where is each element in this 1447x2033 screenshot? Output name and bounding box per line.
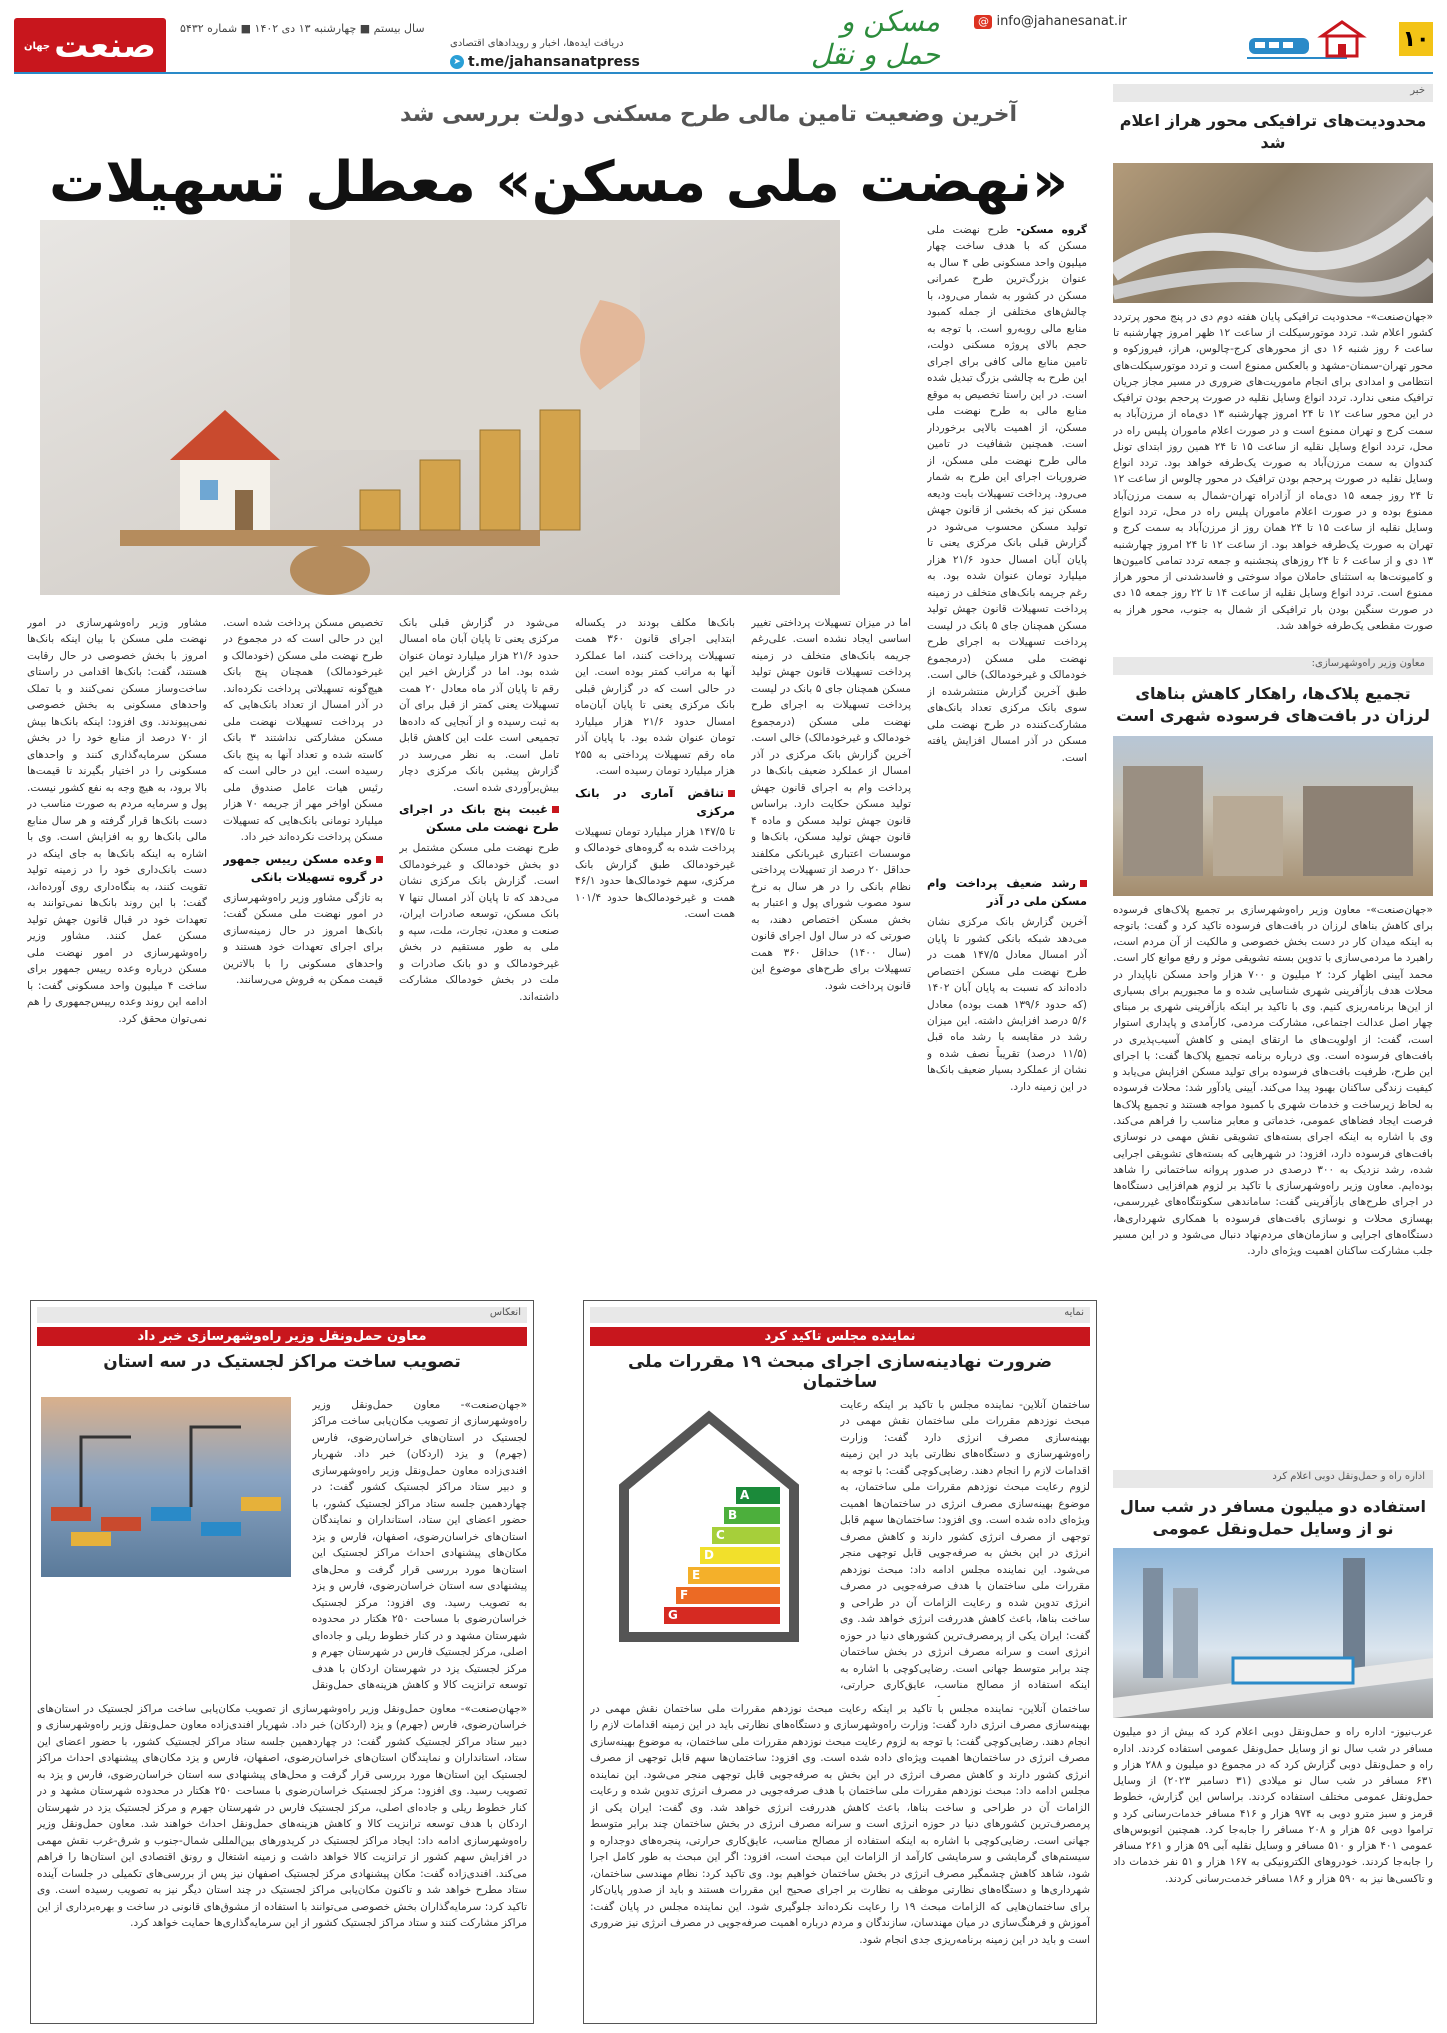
energy-bar-b: B <box>724 1507 780 1524</box>
metro-photo <box>1113 1548 1433 1718</box>
box-logistics-article <box>30 1300 534 2024</box>
main-col-3-text: بانک‌ها مکلف بودند در یکساله ابتدایی اجرای قانون ۳۶۰ همت تسهیلات پرداخت کنند، اما عملکرد آنها به مراتب کمتر بوده است. این در حالی است که در گزارش قبلی بانک مرکزی یعنی تا پایان آبان‌ماه امسال حدود ۲۱/۶ هزار میلیارد تومان عنوان شده بود. با پایان آذر ماه رقم تسهیلات پرداختی به ۲۵۵ هزار میلیارد تومان رسیده است. <box>575 617 735 778</box>
main-col-5b-text: به تازگی مشاور وزیر راه‌وشهرسازی در امور نهضت ملی مسکن گفت: بانک‌ها امروز در حال زمینه‌سازی برای اجرای تعهدات خود هستند و واحدهای مسکونی را با بالاترین قیمت ممکن به فروش می‌رسانند. <box>223 891 383 987</box>
brand-text: صنعت <box>54 26 157 66</box>
container-port-photo <box>41 1397 291 1577</box>
lead-name: گروه مسکن- <box>1008 224 1087 236</box>
telegram-link[interactable] <box>450 54 640 70</box>
subhead-2: تناقض آماری در بانک مرکزی <box>575 784 735 820</box>
box-energy-body-bottom <box>590 1701 1090 2001</box>
main-col-2-text: اما در میزان تسهیلات پرداختی تغییر اساسی ایجاد نشده است. علی‌رغم جریمه بانک‌های متخلف در زمینه پرداخت تسهیلات قانون جهش تولید مسکن همچنان جای ۵ بانک در لیست پرداخت تسهیلات به اجرای طرح نهضت ملی مسکن (درمجموع خودمالک و غیرخودمالک) خالی است. آخرین گزارش بانک مرکزی در آذر امسال از عملکرد ضعیف بانک‌ها در پرداخت وام به اجرای قانون جهش تولید مسکن حکایت دارد. براساس قانون جهش تولید مسکن و ماده ۴ قانون جهش تولید مسکن، بانک‌ها و موسسات اعتباری غیربانکی مکلفند حداقل ۲۰ درصد از تسهیلات پرداختی نظام بانکی را در هر سال به نرخ سود مصوب شورای پول و اعتبار به بخش مسکن اختصاص دهند، به صورتی که در سال اول اجرای قانون (سال ۱۴۰۰) حداقل ۳۶۰ همت تسهیلات برای طرح‌های موضوع این قانون پرداخت شود. <box>751 617 911 992</box>
box-energy-title: ضرورت نهادینه‌سازی اجرای مبحث ۱۹ مقررات ملی ساختمان <box>627 1352 1052 1392</box>
box-logistics-body-top <box>312 1397 527 1697</box>
box-energy-kicker: نماینده مجلس تاکید کرد <box>590 1327 1090 1346</box>
main-col-1b-text: آخرین گزارش بانک مرکزی نشان می‌دهد شبکه بانکی کشور تا پایان آذر امسال معادل ۱۴۷/۵ همت در طرح نهضت ملی مسکن اختصاص داده‌اند که نسبت به پایان آبان ۱۴۰۲ (که حدود ۱۳۹/۶ همت بوده) معادل ۵/۶ درصد افزایش داشته. این میزان رشد در مقایسه با رشد ماه قبل (۱۱/۵ درصد) تقریباً نصف شده و نشان از عملکرد بسیار ضعیف بانک‌ها در این زمینه دارد. <box>927 916 1087 1093</box>
side-news-1-title: محدودیت‌های ترافیکی محور هراز اعلام شد <box>1119 111 1427 153</box>
energy-bar-a: A <box>736 1487 780 1504</box>
energy-bar-f: F <box>676 1587 780 1604</box>
section-logo: مسکن و حمل و نقل <box>810 5 940 71</box>
main-col-3 <box>575 615 735 1285</box>
main-col-2 <box>751 615 911 1285</box>
energy-bar-g: G <box>664 1607 780 1624</box>
box-logistics-title: تصویب ساخت مراکز لجستیک در سه استان <box>103 1352 461 1372</box>
email-address[interactable] <box>974 14 1127 29</box>
main-col-6-text: مشاور وزیر راه‌وشهرسازی در امور نهضت ملی مسکن با بیان اینکه بانک‌ها امروز با بخش خصوصی در حال رقابت هستند، گفت: بانک‌ها اقدامی در راستای ساخت‌وساز مسکن نمی‌کنند و با تملک واحدهای مسکونی به بخش خصوصی نمی‌پیوندند. وی افزود: اینکه بانک‌ها بیش از ۷۰ درصد از منابع خود را در بخش مسکن سرمایه‌گذاری کنند و واحدهای مسکونی را در اختیار بگیرند تا قیمت‌ها بالا برود، به هیچ وجه به نفع کشور نیست. پول و سرمایه مردم به صورت مناسب در دست بانک‌ها قرار گرفته و هر سال منابع مالی بانک‌ها رو به افزایش است. وی با اشاره به اینکه بانک‌ها به جای اینکه در دست بانک‌داری خود را در زمینه تولید تقویت کنند، به بنگاه‌داری روی آورده‌اند، گفت: با این روند بانک‌ها نمی‌توانند به تعهدات خود در قبال قانون جهش تولید مسکن عمل کنند. مشاور وزیر راه‌وشهرسازی در امور نهضت ملی مسکن درباره وعده رییس جمهور برای ساخت ۴ میلیون واحد مسکونی گفت: با ادامه این روند وعده رییس‌جمهوری را هم نمی‌توان محقق کرد. <box>27 617 207 1025</box>
main-col-6 <box>27 615 207 1285</box>
subhead-4: وعده مسکن رییس جمهور در گروه تسهیلات بانکی <box>223 850 383 886</box>
main-col-5-text: تخصیص مسکن پرداخت شده است. این در حالی است که در مجموع در طرح نهضت ملی مسکن (خودمالک و غیرخودمالک) همچنان پنج بانک هیچ‌گونه تسهیلاتی پرداخت نکرده‌اند. در آذر امسال از تعداد بانک‌هایی که در پرداخت تسهیلات نهضت ملی مسکن مشارکتی نداشتند ۳ بانک کاسته شده و تعداد آنها به پنج بانک رسیده است. این در حالی است که رئیس هیات عامل صندوق ملی مسکن اواخر مهر از جریمه ۷۰ هزار میلیارد تومانی بانک‌هایی که تسهیلات مسکن پرداخت نکرده‌اند خبر داد. <box>223 617 383 844</box>
side-news-3-kicker: اداره راه و حمل‌ونقل دوبی اعلام کرد <box>1113 1470 1433 1488</box>
box-energy-body-text: ساختمان آنلاین- نماینده مجلس با تاکید بر اینکه رعایت مبحث نوزدهم مقررات ملی ساختمان نقش مهمی در بهینه‌سازی مصرف انرژی دارد گفت: وزارت راه‌وشهرسازی و دستگاه‌های نظارتی باید در این زمینه اقدامات لازم را انجام دهند. رضایی‌کوچی گفت: با توجه به لزوم رعایت مبحث نوزدهم مقررات ملی ساختمان، به موضوع بهینه‌سازی مصرف انرژی در ساختمان‌ها اهمیت ویژه‌ای داده شده است. وی افزود: ساختمان‌ها سهم قابل توجهی از مصرف انرژی کشور دارند و کاهش مصرف انرژی در این بخش به صرفه‌جویی قابل توجهی منجر می‌شود. این نماینده مجلس ادامه داد: مبحث نوزدهم مقررات ملی ساختمان با هدف صرفه‌جویی در مصرف انرژی تدوین شده و رعایت الزامات آن در طراحی و ساخت بناها، باعث کاهش هدررفت انرژی خواهد شد. وی گفت: ایران یکی از پرمصرف‌ترین کشورهای دنیا در حوزه انرژی است و سرانه مصرف انرژی در بخش ساختمان چند برابر متوسط جهانی است. رضایی‌کوچی با اشاره به اینکه استفاده از مصالح مناسب، عایق‌کاری حرارتی، <box>840 1399 1090 1692</box>
email-icon: @ <box>974 15 992 29</box>
main-col-1 <box>927 222 1087 862</box>
box-logistics-kicker: معاون حمل‌ونقل وزیر راه‌وشهرسازی خبر داد <box>37 1327 527 1346</box>
main-col-4-text: می‌شود در گزارش قبلی بانک مرکزی یعنی تا پایان آبان ماه امسال حدود ۲۱/۶ هزار میلیارد تومان عنوان شده بود. اما در گزارش اخیر این رقم تا پایان آذر ماه معادل ۲۰ همت تسهیلات یعنی کمتر از قبل برای آن به ثبت رسیده و از آنجایی که داده‌ها تجمیعی است علت این کاهش قابل تامل است. به نظر می‌رسد در گزارش پیشین بانک مرکزی دچار بیش‌برآوردی شده است. <box>399 617 559 794</box>
header-divider <box>14 72 1433 74</box>
box-energy-article <box>583 1300 1097 2024</box>
side-news-2-title: تجمیع پلاک‌ها، راهکار کاهش بناهای لرزان در بافت‌های فرسوده شهری است <box>1116 683 1430 726</box>
side-news-2-kicker: معاون وزیر راه‌وشهرسازی: <box>1113 657 1433 675</box>
side-news-1-kicker: خبر <box>1113 84 1433 102</box>
subhead-3: غیبت پنج بانک در اجرای طرح نهضت ملی مسکن <box>399 800 559 836</box>
main-col-4 <box>399 615 559 1285</box>
box-energy-label: نمایه <box>590 1307 1090 1323</box>
side-news-1-body: «جهان‌صنعت»- محدودیت ترافیکی پایان هفته دوم دی در پنج محور پرتردد کشور اعلام شد. تردد موتورسیکلت از ساعت ۱۲ ظهر امروز چهارشنبه تا ساعت ۶ روز شنبه ۱۶ دی از محورهای کرج-چالوس، هراز، فیروزکوه و محور تهران-سمنان-مشهد و بالعکس ممنوع است و تردد موتورسیکلت‌های انتظامی و امدادی برای انجام ماموریت‌های ضروری در مسیر مجاز جریان ترافیک منعی ندارد. تردد انواع وسایل نقلیه در صورت پرحجم بودن ترافیک در این محور ساعت ۱۲ تا ۲۴ امروز چهارشنبه ۱۳ دی‌ماه از مرزن‌آباد به سمت کرج و تهران ممنوع است و در صورت اعلام ماموران پلیس راه در محل، تردد انواع وسایل نقلیه از ساعت ۱۵ تا ۲۴ همین روز ابتدای تونل کندوان به سمت مرزن‌آباد به صورت یک‌طرفه خواهد بود. تردد انواع وسایل نقلیه در صورت پرحجم بودن ترافیک در محور چالوس از ساعت ۱۲ تا ۲۴ روز جمعه ۱۵ دی‌ماه از آزادراه تهران-شمال به سمت مرزن‌آباد ممنوع بوده و در صورت اعلام ماموران پلیس راه در محل، تردد انواع وسایل نقلیه از ساعت ۱۵ تا ۲۴ همان روز از مرزن‌آباد به سمت کرج و تهران به صورت یک‌طرفه خواهد بود. از ساعت ۱۲ تا ۲۴ امروز چهارشنبه ۱۳ دی و از ساعت ۶ تا ۲۴ روزهای پنجشنبه و جمعه تردد تمامی کامیون‌ها و کامیونت‌ها به استثنای حاملان مواد سوختی و فاسدشدنی از محور هراز ممنوع است. تردد انواع وسایل نقلیه از ساعت ۱۴ تا ۲۲ روز جمعه ۱۵ دی در صورت سنگین بودن بار ترافیکی از شمال به جنوب، محور هراز به صورت مقطعی یک‌طرفه خواهد شد. <box>1113 310 1433 632</box>
house-coins-photo <box>40 220 840 595</box>
energy-bar-d: D <box>700 1547 780 1564</box>
sidebar-column <box>1113 84 1433 2019</box>
main-title: «نهضت ملی مسکن» معطل تسهیلات <box>48 150 1069 215</box>
telegram-text: t.me/jahansanatpress <box>468 54 640 70</box>
brand-logo <box>14 18 166 74</box>
brand-small: جهان <box>23 40 51 52</box>
box-energy-body-text-2: ساختمان آنلاین- نماینده مجلس با تاکید بر اینکه رعایت مبحث نوزدهم مقررات ملی ساختمان نقش مهمی در بهینه‌سازی مصرف انرژی دارد گفت: وزارت راه‌وشهرسازی و دستگاه‌های نظارتی باید در این زمینه اقدامات لازم را انجام دهند. رضایی‌کوچی گفت: با توجه به لزوم رعایت مبحث نوزدهم مقررات ملی ساختمان، به موضوع بهینه‌سازی مصرف انرژی در ساختمان‌ها اهمیت ویژه‌ای داده شده است. وی افزود: ساختمان‌ها سهم قابل توجهی از مصرف انرژی کشور دارند و کاهش مصرف انرژی در این بخش به صرفه‌جویی قابل توجهی منجر می‌شود. این نماینده مجلس ادامه داد: مبحث نوزدهم مقررات ملی ساختمان با هدف صرفه‌جویی در مصرف انرژی تدوین شده و رعایت الزامات آن در طراحی و ساخت بناها، باعث کاهش هدررفت انرژی خواهد شد. وی گفت: ایران یکی از پرمصرف‌ترین کشورهای دنیا در حوزه انرژی است و سرانه مصرف انرژی در بخش ساختمان چند برابر متوسط جهانی است. رضایی‌کوچی با اشاره به اینکه استفاده از مصالح مناسب، عایق‌کاری حرارتی، پنجره‌های دوجداره و سیستم‌های گرمایشی و سرمایشی کارآمد از الزامات این مبحث است، افزود: اگر این مبحث به طور کامل اجرا شود، شاهد کاهش چشمگیر مصرف انرژی در بخش ساختمان خواهیم بود. وی تاکید کرد: نظام مهندسی ساختمان، شهرداری‌ها و دستگاه‌های نظارتی موظف به نظارت بر اجرای صحیح این مقررات هستند و باید از صدور پایان‌کار برای ساختمان‌هایی که الزامات مبحث ۱۹ را رعایت نکرده‌اند جلوگیری شود. این نماینده مجلس در پایان گفت: آموزش و فرهنگ‌سازی در میان مهندسان، سازندگان و مردم درباره اهمیت صرفه‌جویی در مصرف انرژی نیز ضروری است و باید در این زمینه برنامه‌ریزی جدی انجام شود. <box>590 1703 1090 1946</box>
box-logistics-label: انعکاس <box>37 1307 527 1323</box>
energy-bar-c: C <box>712 1527 780 1544</box>
energy-label-graphic <box>604 1397 814 1657</box>
house-train-icon <box>1247 20 1387 64</box>
page-number: ۱۰ <box>1399 22 1433 56</box>
side-news-2-body: «جهان‌صنعت»- معاون وزیر راه‌وشهرسازی بر تجمیع پلاک‌های فرسوده برای کاهش بناهای لرزان در بافت‌های فرسوده تاکید کرد و گفت: باتوجه به اینکه میدان کار در دست بخش خصوصی و مالکیت از آن مردم است، راهبرد ما مردمی‌سازی با تدوین بسته تشویقی موثر و رفع موانع کار است. محمد آیینی اظهار کرد: ۲ میلیون و ۷۰۰ هزار واحد مسکن ناپایدار در محلات هدف بازآفرینی شهری شناسایی شده و ما مجبوریم برای بسیاری از این‌ها برنامه‌ریزی کنیم. وی با تاکید بر اینکه بازآفرینی شهری بر مبنای چهار اصل عدالت اجتماعی، مشارکت مردمی، کارآمدی و پایداری استوار است، گفت: از اولویت‌های ما ارتقای ایمنی و کاهش آسیب‌پذیری در بافت‌های فرسوده است. وی درباره برنامه تجمیع پلاک‌ها گفت: با اجرای این طرح، ظرفیت بافت‌های فرسوده برای تولید مسکن افزایش می‌یابد و کیفیت زندگی ساکنان بهبود پیدا می‌کند. آیینی یادآور شد: محلات فرسوده به لحاظ زیرساخت و خدمات شهری با کمبود مواجه هستند و تجمیع پلاک‌ها فرصت ایجاد فضاهای عمومی، خدماتی و معابر مناسب را فراهم می‌کند. وی با اشاره به اینکه اجرای بسته‌های تشویقی نقش مهمی در نوسازی بافت‌های فرسوده دارد، افزود: در شهرهایی که بسته‌های تشویقی اجرایی شده، رشد نزدیک به ۳۰۰ درصدی در صدور پروانه ساختمانی را شاهد بوده‌ایم. معاون وزیر راه‌وشهرسازی با تاکید بر لزوم هم‌افزایی دستگاه‌ها در اجرای طرح‌های بازآفرینی گفت: ساماندهی سکونتگاه‌های غیررسمی، بهسازی محلات و نوسازی بافت‌های فرسوده با همکاری شهرداری‌ها، دستگاه‌های اجرایی و سازمان‌های مردم‌نهاد دنبال می‌شود و در این مسیر جلب مشارکت ساکنان اهمیت ویژه‌ای دارد. <box>1113 903 1433 1258</box>
side-news-3-title: استفاده دو میلیون مسافر در شب سال نو از وسایل حمل‌ونقل عمومی <box>1119 1496 1427 1538</box>
energy-bar-e: E <box>688 1567 780 1584</box>
box-logistics-body-text-2: «جهان‌صنعت»- معاون حمل‌ونقل وزیر راه‌وشهرسازی از تصویب مکان‌یابی ساخت مراکز لجستیک در استان‌های خراسان‌رضوی، فارس (جهرم) و یزد (اردکان) خبر داد. شهریار افندی‌زاده معاون حمل‌ونقل وزیر راه‌وشهرسازی و دبیر ستاد مراکز لجستیک کشور گفت: در چهاردهمین جلسه ستاد مراکز لجستیک کشور، با حضور اعضای این ستاد، استانداران و نمایندگان استان‌های خراسان‌رضوی، اصفهان، فارس و یزد مکان‌های پیشنهادی احداث مراکز لجستیک این استان‌ها مورد بررسی قرار گرفت و محل‌های پیشنهادی سه استان خراسان‌رضوی، فارس و یزد به تصویب رسید. وی افزود: مرکز لجستیک خراسان‌رضوی با مساحت ۲۵۰ هکتار در محدوده شهرستان مشهد و در کنار خطوط ریلی و جاده‌ای اصلی، مرکز لجستیک فارس در شهرستان جهرم و مرکز لجستیک یزد در شهرستان اردکان با هدف توسعه ترانزیت کالا و کاهش هزینه‌های حمل‌ونقل احداث خواهند شد. معاون حمل‌ونقل وزیر راه‌وشهرسازی ادامه داد: ایجاد مراکز لجستیک در کریدورهای بین‌المللی شمال-جنوب و شرق-غرب نقش مهمی در افزایش سهم کشور از ترانزیت کالا خواهد داشت و زمینه اشتغال و رونق اقتصادی این استان‌ها را فراهم می‌کند. افندی‌زاده گفت: مکان پیشنهادی مرکز لجستیک اصفهان نیز پس از بررسی‌های تکمیلی در جلسات آینده ستاد مطرح خواهد شد و تاکنون مکان‌یابی مراکز لجستیک در چند استان دیگر نیز به تصویب رسیده است. وی تاکید کرد: سرمایه‌گذاران بخش خصوصی می‌توانند با استفاده از مشوق‌های قانونی در ساخت و بهره‌برداری از این مراکز مشارکت کنند و ستاد مراکز لجستیک کشور از این سرمایه‌گذاری‌ها حمایت خواهد کرد. <box>37 1703 527 1930</box>
old-buildings-photo <box>1113 736 1433 896</box>
main-col-3b-text: تا ۱۴۷/۵ هزار میلیارد تومان تسهیلات پرداخت شده به گروه‌های خودمالک و غیرخودمالک طبق گزارش بانک مرکزی، سهم خودمالک‌ها حدود ۴۶/۱ همت و غیرخودمالک‌ها حدود ۱۰۱/۴ همت است. <box>575 825 735 921</box>
side-news-3-body: عرب‌نیوز- اداره راه و حمل‌ونقل دوبی اعلام کرد که بیش از دو میلیون مسافر در شب سال نو از وسایل حمل‌ونقل عمومی استفاده کردند. اداره راه و حمل‌ونقل دوبی گزارش کرد که در مجموع دو میلیون و ۲۸۸ هزار و ۶۳۱ مسافر در شب سال نو میلادی (۳۱ دسامبر ۲۰۲۳) از وسایل حمل‌ونقل عمومی مختلف استفاده کردند. براساس این گزارش، خطوط قرمز و سبز مترو دوبی به ۹۷۴ هزار و ۴۱۶ مسافر خدمات‌رسانی کرد و تراموا دوبی ۵۶ هزار و ۲۰۸ مسافر را جابه‌جا کرد. همچنین اتوبوس‌های عمومی ۴۰۱ هزار و ۵۱۰ مسافر و وسایل نقلیه آبی ۵۹ هزار و ۲۶۱ مسافر را جابه‌جا کردند. خودروهای الکترونیکی به ۱۶۷ هزار و ۵۱ نفر خدمات داد و تاکسی‌ها نیز به ۵۹۰ هزار و ۱۸۶ مسافر خدمت‌رسانی کردند. <box>1113 1726 1433 1885</box>
box-logistics-body-bottom <box>37 1701 527 2001</box>
main-col-1-text: طرح نهضت ملی مسکن که با هدف ساخت چهار میلیون واحد مسکونی طی ۴ سال به عنوان بزرگ‌ترین طرح عمرانی مسکن در کشور به شمار می‌رود، با چالش‌های مختلفی از جمله کمبود منابع مالی روبه‌رو است. با توجه به حجم بالای پروژه مسکنی دولت، تامین منابع مالی کافی برای اجرای این طرح به چالشی بزرگ تبدیل شده است. در این راستا تخصیص به موقع منابع مالی به طرح نهضت ملی مسکن، از اهمیت بالایی برخوردار است. همچنین شفافیت در تامین مالی طرح نهضت ملی مسکن، از ضروریات اجرای این طرح به شمار می‌رود. پرداخت تسهیلات بابت ودیعه مسکن نیز که بخشی از قانون جهش تولید مسکن محسوب می‌شود در گزارش قبلی بانک مرکزی یعنی تا پایان آبان امسال حدود ۲۱/۶ هزار میلیارد تومان عنوان شده بود. به رغم جریمه بانک‌های متخلف در زمینه پرداخت تسهیلات قانون جهش تولید مسکن همچنان جای ۵ بانک در لیست پرداخت تسهیلات به اجرای طرح نهضت ملی مسکن (درمجموع خودمالک و غیرخودمالک) خالی است. طبق آخرین گزارش منتشرشده از سوی بانک مرکزی تعداد بانک‌های مشارکت‌کننده در طرح نهضت ملی مسکن در آذر امسال افزایش یافته است. <box>927 224 1087 764</box>
traffic-photo <box>1113 163 1433 303</box>
issue-info: سال بیستم ■ چهارشنبه ۱۳ دی ۱۴۰۲ ■ شماره ۵۴۳۲ <box>180 22 425 35</box>
box-energy-body-top <box>840 1397 1090 1697</box>
energy-bars <box>664 1487 780 1627</box>
box-logistics-body-text: «جهان‌صنعت»- معاون حمل‌ونقل وزیر راه‌وشهرسازی از تصویب مکان‌یابی ساخت مراکز لجستیک در استان‌های خراسان‌رضوی، فارس (جهرم) و یزد (اردکان) خبر داد. شهریار افندی‌زاده معاون حمل‌ونقل وزیر راه‌وشهرسازی و دبیر ستاد مراکز لجستیک کشور گفت: در چهاردهمین جلسه ستاد مراکز لجستیک کشور، با حضور اعضای این ستاد، استانداران و نمایندگان استان‌های خراسان‌رضوی، اصفهان، فارس و یزد مکان‌های پیشنهادی احداث مراکز لجستیک این استان‌ها مورد بررسی قرار گرفت و محل‌های پیشنهادی سه استان خراسان‌رضوی، فارس و یزد به تصویب رسید. وی افزود: مرکز لجستیک خراسان‌رضوی با مساحت ۲۵۰ هکتار در محدوده شهرستان مشهد و در کنار خطوط ریلی و جاده‌ای اصلی، مرکز لجستیک فارس در شهرستان جهرم و مرکز لجستیک یزد در شهرستان اردکان با هدف توسعه ترانزیت کالا و کاهش هزینه‌های حمل‌ونقل <box>312 1399 527 1692</box>
telegram-note: دریافت ایده‌ها، اخبار و رویدادهای اقتصادی <box>450 38 624 49</box>
main-supertitle: آخرین وضعیت تامین مالی طرح مسکنی دولت بررسی شد <box>399 102 1018 127</box>
email-text: info@jahanesanat.ir <box>996 14 1127 29</box>
telegram-icon: ➤ <box>450 55 464 69</box>
main-col-4b-text: طرح نهضت ملی مسکن مشتمل بر دو بخش خودمالک و غیرخودمالک است. گزارش بانک مرکزی نشان می‌دهد که تا پایان آذر امسال تنها ۷ بانک مسکن، توسعه صادرات ایران، صنعت و معدن، تجارت، ملت، سپه و ملی به طور مستقیم در بخش غیرخودمالک و دو بانک صادرات و ملت در بخش خودمالک مشارکت داشته‌اند. <box>399 842 559 1003</box>
main-col-1b <box>927 870 1087 1290</box>
subhead-1: رشد ضعیف پرداخت وام مسکن ملی در آذر <box>927 874 1087 910</box>
main-col-5 <box>223 615 383 1285</box>
